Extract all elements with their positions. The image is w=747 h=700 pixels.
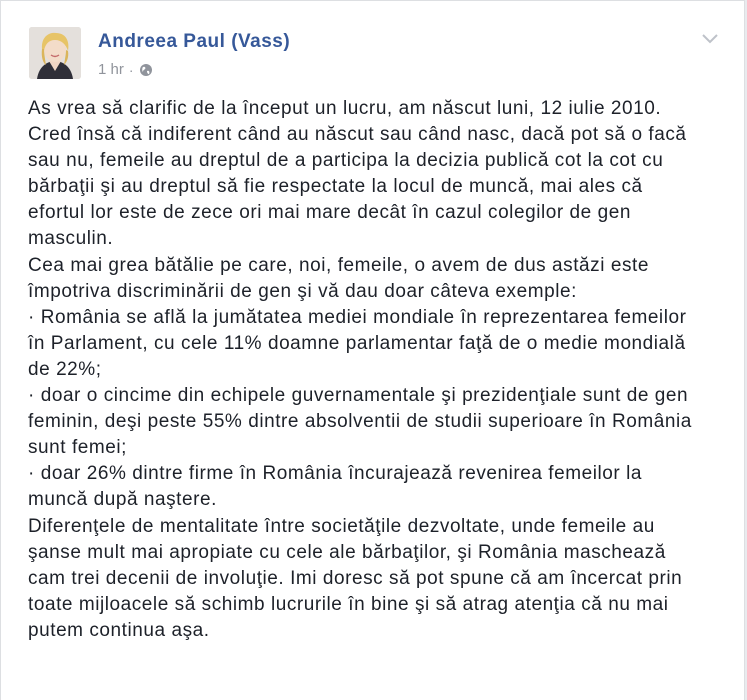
post-text [28,96,728,644]
post-line: Cred însă că indiferent când au născut sau când nasc, dacă pot să o facă [28,124,687,146]
post-line: putem continua aşa. [28,619,210,641]
meta-separator: · [128,61,134,78]
author-name[interactable]: Andreea Paul (Vass) [98,31,291,52]
post-line: · România se află la jumătatea mediei mondiale în reprezentarea femeilor [28,306,687,328]
post-line: masculin. [28,228,114,250]
post-line: sau nu, femeile au dreptul de a participa la decizia publică cot la cot cu [28,150,664,172]
post-meta [98,61,153,78]
post-line: împotriva discriminării de gen şi vă dau doar câteva exemple: [28,280,577,302]
avatar-image [29,27,81,79]
post-line: şanse mult mai apropiate cu cele ale bărbaţilor, şi România maschează [28,541,666,563]
post-line: toate mijloacele să schimb lucrurile în bine şi să atrag atenţia că nu mai [28,593,669,615]
post-line: bărbaţii şi au dreptul să fie respectate la locul de muncă, mai ales că [28,176,643,198]
post-timestamp[interactable]: 1 hr [98,61,124,78]
post-line: efortul lor este de zece ori mai mare decât în cazul colegilor de gen [28,202,631,224]
post-line: în Parlament, cu cele 11% doamne parlamentar faţă de o medie mondială [28,332,686,354]
post-line: As vrea să clarific de la început un lucru, am născut luni, 12 iulie 2010. [28,98,662,119]
globe-icon[interactable] [139,63,153,77]
post-line: feminin, deşi peste 55% dintre absolventii de studii superioare în România [28,411,692,433]
post-line: sunt femei; [28,437,127,459]
post-line: Cea mai grea bătălie pe care, noi, femeile, o avem de dus astăzi este [28,254,649,276]
post-line: cam trei decenii de involuţie. Imi doresc să pot spune că am încercat prin [28,567,683,589]
post-line: muncă după naştere. [28,489,217,511]
post-line: · doar o cincime din echipele guvernamentale şi prezidenţiale sunt de gen [28,385,689,407]
post-line: · doar 26% dintre firme în România încurajează revenirea femeilor la [28,463,643,485]
post-line: de 22%; [28,358,102,380]
chevron-down-icon[interactable] [698,27,722,51]
avatar[interactable] [29,27,81,79]
post-line: Diferenţele de mentalitate între societăţile dezvoltate, unde femeile au [28,515,655,537]
